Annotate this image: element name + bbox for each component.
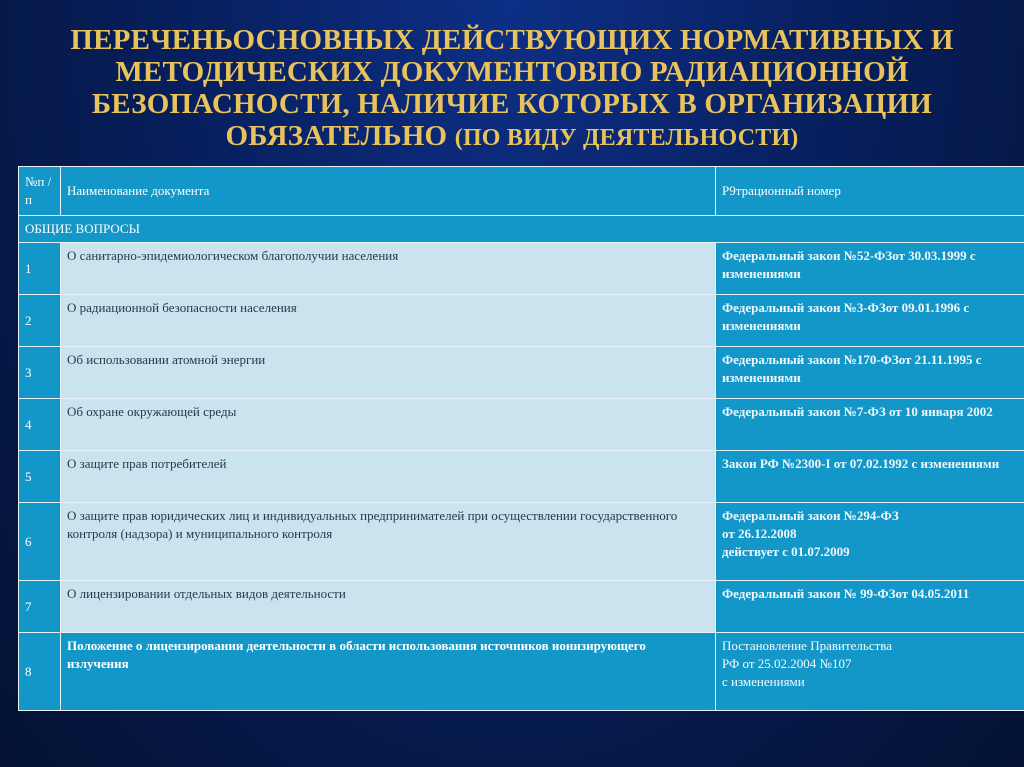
document-name: Об охране окружающей среды	[61, 399, 716, 451]
title-line-1: ПЕРЕЧЕНЬОСНОВНЫХ ДЕЙСТВУЮЩИХ НОРМАТИВНЫХ И	[70, 24, 954, 56]
table-row	[19, 633, 1024, 711]
registration-line: РФ от 25.02.2004 №107	[722, 656, 852, 671]
title-line-4	[40, 120, 984, 154]
document-name: О лицензировании отдельных видов деятельности	[61, 581, 716, 633]
row-number: 7	[19, 581, 61, 633]
registration-number	[716, 347, 1024, 399]
registration-line: Федеральный закон №7-ФЗ от 10 января 2002	[722, 404, 993, 419]
registration-number	[716, 503, 1024, 581]
table-row	[19, 399, 1024, 451]
table-row	[19, 581, 1024, 633]
document-name: О радиационной безопасности населения	[61, 295, 716, 347]
title-note: (ПО ВИДУ ДЕЯТЕЛЬНОСТИ)	[454, 125, 799, 151]
registration-number	[716, 399, 1024, 451]
document-name: О защите прав юридических лиц и индивидуальных предпринимателей при осуществлении государственного контроля (надзора) и муниципального контроля	[61, 503, 716, 581]
documents-table	[18, 166, 1024, 711]
registration-number	[716, 243, 1024, 295]
row-number: 6	[19, 503, 61, 581]
row-number: 1	[19, 243, 61, 295]
table-row	[19, 503, 1024, 581]
row-number: 4	[19, 399, 61, 451]
registration-line: Федеральный закон №52-ФЗот 30.03.1999 с изменениями	[722, 248, 976, 281]
table-row	[19, 347, 1024, 399]
row-number: 3	[19, 347, 61, 399]
registration-number	[716, 581, 1024, 633]
header-num: №п /п	[19, 167, 61, 216]
registration-number	[716, 451, 1024, 503]
registration-line: Федеральный закон №294-ФЗ	[722, 508, 899, 523]
registration-line: от 26.12.2008	[722, 526, 797, 541]
registration-line: Постановление Правительства	[722, 638, 893, 653]
table-row	[19, 295, 1024, 347]
registration-line: Федеральный закон №3-ФЗот 09.01.1996 с изменениями	[722, 300, 970, 333]
registration-line: Закон РФ №2300-I от 07.02.1992 с изменениями	[722, 456, 1000, 471]
slide-title	[40, 24, 984, 154]
row-number: 8	[19, 633, 61, 711]
document-name: Об использовании атомной энергии	[61, 347, 716, 399]
registration-number	[716, 295, 1024, 347]
registration-line: с изменениями	[722, 674, 805, 689]
registration-number	[716, 633, 1024, 711]
row-number: 5	[19, 451, 61, 503]
table-header-row	[19, 167, 1024, 216]
title-emphasis: ОБЯЗАТЕЛЬНО	[225, 120, 448, 152]
header-reg: Р9трационный номер	[716, 167, 1024, 216]
row-number: 2	[19, 295, 61, 347]
registration-line: действует с 01.07.2009	[722, 544, 850, 559]
table-row	[19, 451, 1024, 503]
table-row	[19, 243, 1024, 295]
title-line-3: БЕЗОПАСНОСТИ, НАЛИЧИЕ КОТОРЫХ В ОРГАНИЗАЦИИ	[91, 88, 933, 120]
document-name: О санитарно-эпидемиологическом благополучии населения	[61, 243, 716, 295]
document-name: Положение о лицензировании деятельности в области использования источников ионизирующего излучения	[61, 633, 716, 711]
title-line-2: МЕТОДИЧЕСКИХ ДОКУМЕНТОВПО РАДИАЦИОННОЙ	[115, 56, 909, 88]
section-label: ОБЩИЕ ВОПРОСЫ	[19, 216, 1024, 243]
document-name: О защите прав потребителей	[61, 451, 716, 503]
header-name: Наименование документа	[61, 167, 716, 216]
registration-line: Федеральный закон № 99-ФЗот 04.05.2011	[722, 586, 970, 601]
registration-line: Федеральный закон №170-ФЗот 21.11.1995 с изменениями	[722, 352, 982, 385]
section-row	[19, 216, 1024, 243]
